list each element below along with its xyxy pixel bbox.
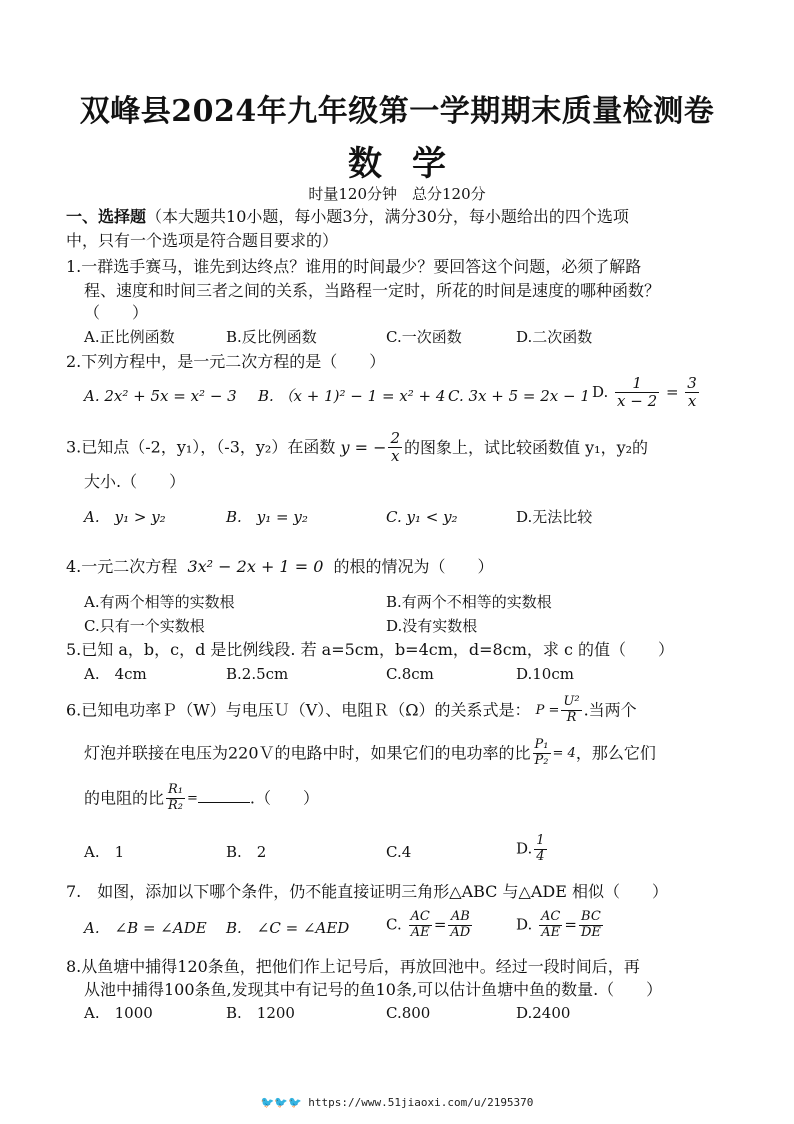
- q3-option-d: D.无法比较: [516, 508, 593, 526]
- fraction-denominator: AD: [450, 924, 471, 940]
- q1-option-d: D.二次函数: [516, 328, 593, 346]
- q3-line-1: [66, 430, 648, 466]
- q3-function-lhs: y = −: [340, 437, 387, 457]
- q7-option-b: B. ∠C = ∠AED: [226, 919, 350, 937]
- fraction-denominator: DE: [580, 924, 601, 940]
- fraction-denominator: R₂: [168, 797, 184, 813]
- q3-option-a: A. y₁ > y₂: [84, 508, 166, 526]
- q3-stem-a: 3.已知点（-2，y₁），（-3，y₂）在函数: [66, 437, 336, 457]
- q6-resistance-equals: =: [187, 790, 198, 806]
- q7-option-c: [386, 910, 474, 941]
- q6-line-1-text: 6.已知电功率Ｐ（W）与电压Ｕ（V）、电阻Ｒ（Ω）的关系式是：: [66, 700, 531, 720]
- q6-option-d-label: D.: [516, 839, 533, 858]
- subject-title: 数学: [348, 144, 476, 184]
- section-heading: [66, 209, 629, 225]
- q6-line-1-end: .当两个: [583, 700, 637, 720]
- q1-paren: （ ）: [84, 303, 149, 322]
- fraction-numerator: BC: [579, 910, 603, 926]
- q8-option-c: C.800: [386, 1004, 431, 1022]
- fraction-denominator: x: [687, 392, 697, 411]
- q8-option-a: A. 1000: [84, 1004, 153, 1022]
- q2-option-a: A. 2x² + 5x = x² − 3: [84, 387, 237, 405]
- exam-meta: 时量120分钟 总分120分: [308, 185, 486, 203]
- fraction-numerator: R₁: [168, 782, 184, 797]
- q5-option-d: D.10cm: [516, 665, 574, 683]
- q6-option-b: B. 2: [226, 843, 267, 861]
- q7-option-a: A. ∠B = ∠ADE: [84, 919, 207, 937]
- q6-line-2-text: 灯泡并联接在电压为220Ｖ的电路中时，如果它们的电功率的比: [84, 743, 531, 763]
- q6-resistance-ratio-fraction: [166, 783, 185, 814]
- q6-formula-fraction: [561, 695, 581, 726]
- q6-option-d: [516, 834, 549, 865]
- q6-line-3-end: .（ ）: [249, 788, 320, 808]
- q5-option-c: C.8cm: [386, 665, 434, 683]
- q3-function-fraction: [388, 430, 402, 466]
- fraction-numerator: 1: [536, 833, 545, 848]
- section-desc-1: （本大题共10小题，每小题3分，满分30分，每小题给出的四个选项: [146, 207, 629, 226]
- q4-stem-a: 4.一元二次方程: [66, 557, 178, 576]
- q2-option-d-fraction-2: [685, 375, 699, 411]
- q5-stem: 5.已知 a，b，c，d 是比例线段. 若 a=5cm，b=4cm，d=8cm，求 c 的值（ ）: [66, 640, 674, 659]
- q7-option-d: [516, 910, 605, 941]
- q8-line-2: 从池中捕得100条鱼,发现其中有记号的鱼10条,可以估计鱼塘中鱼的数量.（ ）: [84, 980, 663, 999]
- q8-option-d: D.2400: [516, 1004, 571, 1022]
- q3-line-2: 大小.（ ）: [84, 472, 186, 491]
- q2-option-b: B. （x + 1)² − 1 = x² + 4: [258, 387, 446, 405]
- q8-option-b: B. 1200: [226, 1004, 295, 1022]
- page-title: 双峰县2024年九年级第一学期期末质量检测卷: [79, 94, 715, 129]
- fraction-numerator: AC: [541, 909, 561, 924]
- q4-option-b: B.有两个不相等的实数根: [386, 593, 552, 611]
- q2-option-d-fraction-1: [615, 375, 659, 411]
- q4-option-a: A.有两个相等的实数根: [84, 593, 235, 611]
- q7-option-c-label: C.: [386, 915, 402, 934]
- q5-option-b: B.2.5cm: [226, 665, 289, 683]
- q4-option-c: C.只有一个实数根: [84, 617, 205, 635]
- fraction-denominator: AE: [541, 924, 561, 940]
- footer-url[interactable]: 🐦🐦🐦 https://www.51jiaoxi.com/u/2195370: [260, 1096, 534, 1109]
- q4-equation: 3x² − 2x + 1 = 0: [187, 557, 324, 576]
- q8-line-1: 8.从鱼塘中捕得120条鱼，把他们作上记号后，再放回池中。经过一段时间后，再: [66, 957, 640, 976]
- q6-line-2: [84, 738, 656, 769]
- q4-stem: [66, 559, 494, 575]
- fraction-numerator: 1: [615, 375, 659, 393]
- q7-option-c-fraction-2: [448, 910, 472, 941]
- q6-line-2-end: ，那么它们: [575, 743, 656, 763]
- q1-option-a: A.正比例函数: [84, 328, 175, 346]
- fraction-numerator: AC: [410, 909, 430, 924]
- q6-option-a: A. 1: [84, 843, 125, 861]
- q7-option-d-fraction-1: [539, 910, 562, 941]
- equals-sign: =: [564, 915, 577, 934]
- q4-stem-b: 的根的情况为（ ）: [333, 557, 494, 576]
- equals-sign: =: [433, 915, 447, 934]
- q3-option-c: C. y₁ < y₂: [386, 508, 458, 526]
- q3-stem-b: 的图象上，试比较函数值 y₁，y₂的: [404, 437, 649, 457]
- q1-line-1: 1.一群选手赛马，谁先到达终点？谁用的时间最少？要回答这个问题，必须了解路: [66, 257, 642, 276]
- q6-power-ratio-fraction: [533, 738, 551, 769]
- q2-option-d: [592, 375, 701, 411]
- q1-line-2: 程、速度和时间三者之间的关系，当路程一定时，所花的时间是速度的哪种函数？: [84, 281, 661, 300]
- fraction-numerator: AB: [448, 910, 472, 926]
- q7-option-d-fraction-2: [579, 910, 603, 941]
- answer-blank: [198, 788, 250, 803]
- fraction-denominator: 4: [536, 848, 545, 864]
- q7-option-c-fraction-1: [409, 910, 432, 941]
- fraction-denominator: R: [566, 709, 577, 725]
- fraction-numerator: U²: [563, 694, 580, 709]
- fraction-denominator: x − 2: [617, 392, 658, 411]
- fraction-numerator: 3: [687, 374, 697, 392]
- section-title: 一、选择题: [66, 207, 147, 226]
- fraction-numerator: 2: [390, 429, 401, 447]
- q6-line-3: [84, 783, 319, 814]
- q1-option-c: C.一次函数: [386, 328, 462, 346]
- equals-sign: =: [665, 382, 679, 401]
- q6-power-ratio-value: = 4: [552, 745, 576, 761]
- q6-line-1: [66, 695, 637, 726]
- q7-option-d-label: D.: [516, 915, 533, 934]
- fraction-denominator: P₂: [534, 752, 549, 768]
- fraction-denominator: x: [391, 447, 400, 466]
- q6-option-d-fraction: [534, 834, 546, 865]
- q5-option-a: A. 4cm: [84, 665, 147, 683]
- q6-option-c: C.4: [386, 843, 412, 861]
- fraction-denominator: AE: [410, 924, 430, 940]
- q6-formula-lhs: P =: [535, 702, 560, 718]
- q2-option-c: C. 3x + 5 = 2x − 1: [448, 387, 590, 405]
- section-desc-2: 中，只有一个选项是符合题目要求的）: [66, 231, 339, 250]
- q4-option-d: D.没有实数根: [386, 617, 478, 635]
- q1-option-b: B.反比例函数: [226, 328, 317, 346]
- q6-line-3-text: 的电阻的比: [84, 788, 165, 808]
- q2-stem: 2.下列方程中，是一元二次方程的是（ ）: [66, 352, 386, 371]
- q7-stem: 7. 如图，添加以下哪个条件，仍不能直接证明三角形△ABC 与△ADE 相似（ ）: [66, 882, 668, 901]
- q2-option-d-label: D.: [592, 382, 609, 401]
- q3-option-b: B. y₁ = y₂: [226, 508, 308, 526]
- fraction-numerator: P₁: [534, 737, 549, 752]
